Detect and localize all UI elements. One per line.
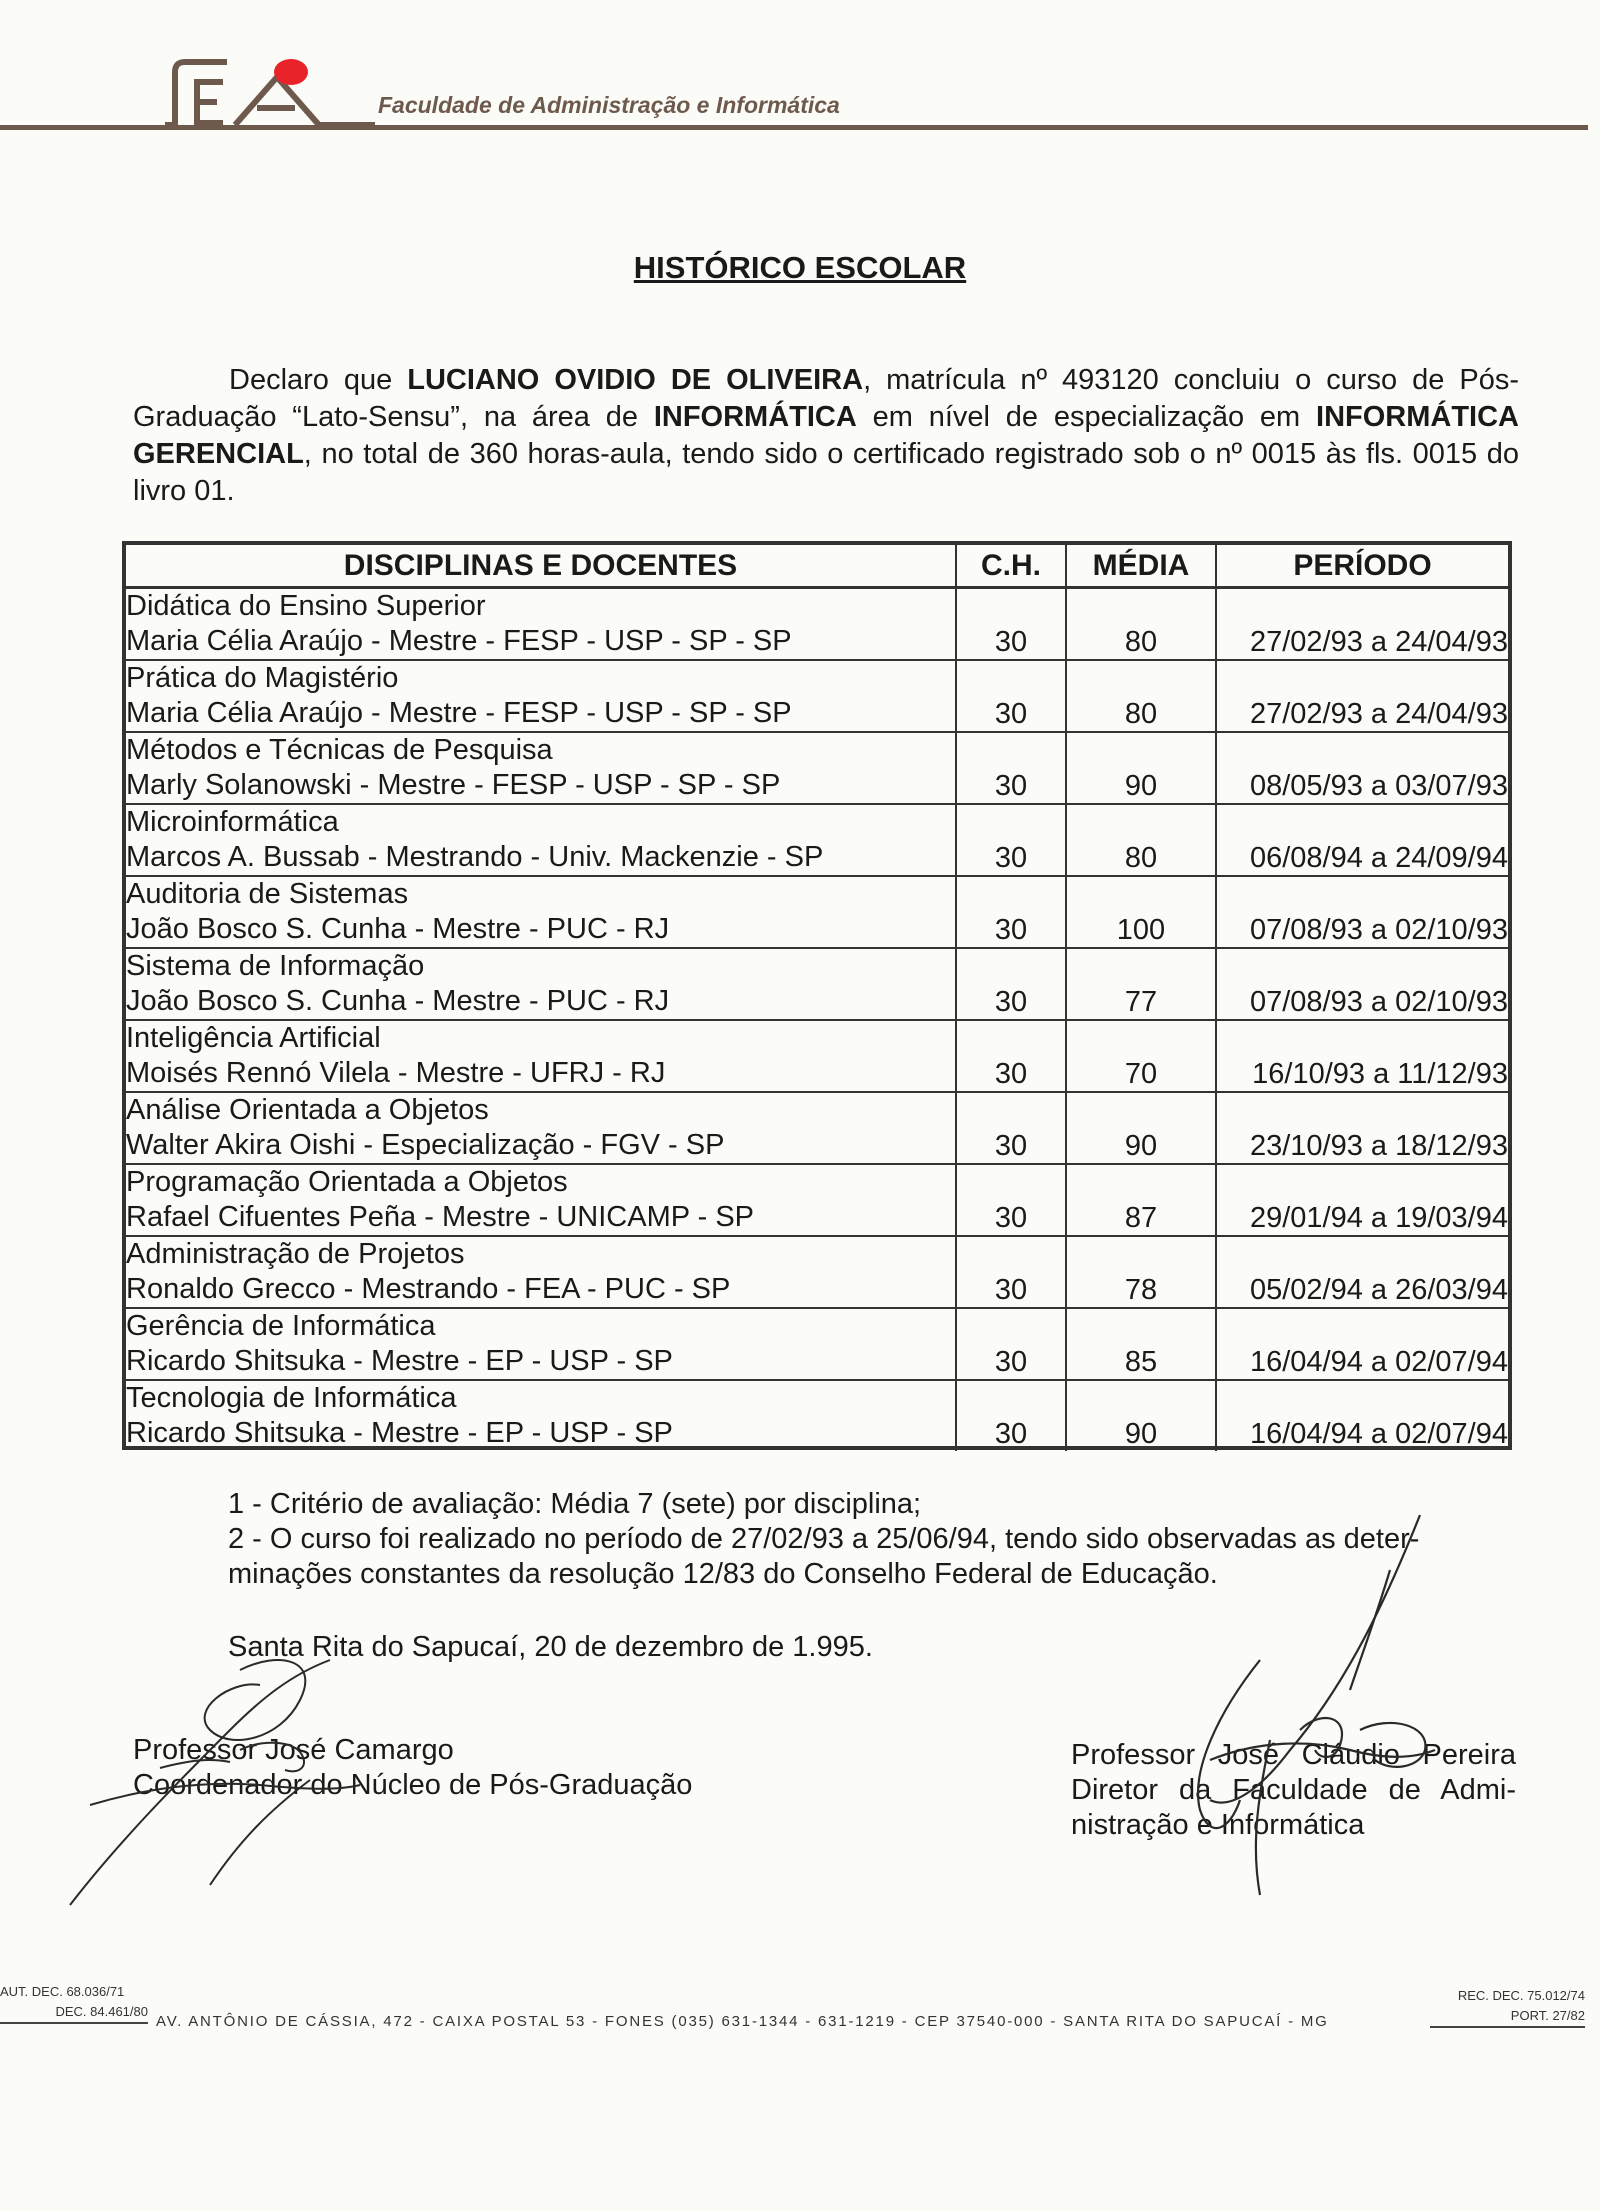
table-row bbox=[126, 1020, 1508, 1092]
media-cell: 80 bbox=[1066, 660, 1216, 732]
declaration-text: , no total de 360 horas-aula, tendo sido o certificado registrado sob o nº 0015 às fls. 0015 do livro 01. bbox=[133, 438, 1519, 507]
discipline-name: Microinformática bbox=[126, 806, 339, 838]
specialization: INFORMÁTICA GERENCIAL bbox=[133, 401, 1520, 470]
footer-recognition: REC. DEC. 75.012/74 bbox=[1457, 1988, 1585, 2003]
periodo-cell: 16/04/94 a 02/07/94 bbox=[1216, 1308, 1508, 1380]
ch-cell: 30 bbox=[956, 1380, 1066, 1451]
ch-cell: 30 bbox=[956, 1092, 1066, 1164]
ch-cell: 30 bbox=[956, 660, 1066, 732]
periodo-cell: 16/04/94 a 02/07/94 bbox=[1249, 1418, 1508, 1450]
director-role-line-2: nistração e Informática bbox=[1071, 1809, 1365, 1841]
discipline-cell bbox=[126, 1236, 956, 1308]
table-row bbox=[126, 804, 1508, 876]
student-name: LUCIANO OVIDIO DE OLIVEIRA bbox=[407, 364, 864, 396]
teacher-name: Moisés Rennó Vilela - Mestre - UFRJ - RJ bbox=[126, 1057, 666, 1089]
table-row bbox=[126, 1308, 1508, 1380]
ch-cell: 30 bbox=[956, 732, 1066, 804]
director-name: Professor José Cláudio Pereira bbox=[1071, 1739, 1516, 1771]
footer-right bbox=[1430, 1986, 1585, 2028]
ch-cell: 30 bbox=[956, 588, 1066, 661]
discipline-name: Gerência de Informática bbox=[126, 1310, 436, 1342]
grades-table bbox=[122, 541, 1512, 1450]
table-row bbox=[126, 1092, 1508, 1164]
header-ch: C.H. bbox=[956, 545, 1066, 588]
note-1: 1 - Critério de avaliação: Média 7 (sete) por disciplina; bbox=[228, 1488, 922, 1520]
discipline-name: Prática do Magistério bbox=[126, 662, 399, 694]
discipline-cell bbox=[126, 660, 956, 732]
media-cell: 90 bbox=[1066, 732, 1216, 804]
discipline-name: Didática do Ensino Superior bbox=[126, 590, 486, 622]
header-disciplines: DISCIPLINAS E DOCENTES bbox=[126, 545, 956, 588]
declaration-text: Declaro que bbox=[229, 364, 408, 396]
footer-portaria: PORT. 27/82 bbox=[1430, 2006, 1585, 2028]
discipline-name: Inteligência Artificial bbox=[126, 1022, 381, 1054]
periodo-cell: 27/02/93 a 24/04/93 bbox=[1216, 588, 1508, 661]
periodo-cell: 08/05/93 a 03/07/93 bbox=[1216, 732, 1508, 804]
discipline-cell bbox=[126, 1380, 956, 1451]
discipline-name: Programação Orientada a Objetos bbox=[126, 1166, 568, 1198]
media-cell: 70 bbox=[1066, 1020, 1216, 1092]
table-row bbox=[126, 1164, 1508, 1236]
teacher-name: Marly Solanowski - Mestre - FESP - USP - SP - SP bbox=[126, 769, 781, 801]
teacher-name: Ricardo Shitsuka - Mestre - EP - USP - SP bbox=[126, 1417, 673, 1449]
discipline-name: Auditoria de Sistemas bbox=[126, 878, 409, 910]
fai-logo bbox=[165, 52, 375, 132]
table-row bbox=[126, 1236, 1508, 1308]
media-cell: 78 bbox=[1066, 1236, 1216, 1308]
discipline-cell bbox=[126, 732, 956, 804]
handwritten-signature-right bbox=[1150, 1510, 1450, 1900]
table-row bbox=[126, 660, 1508, 732]
footer-address: AV. ANTÔNIO DE CÁSSIA, 472 - CAIXA POSTAL 53 - FONES (035) 631-1344 - 631-1219 - CEP 37540-000 - SANTA RITA DO SAPUCAÍ - MG bbox=[156, 2013, 1329, 2030]
declaration-text: em nível de especialização em bbox=[856, 401, 1317, 433]
footer-left bbox=[0, 1982, 148, 2024]
periodo-cell: 29/01/94 a 19/03/94 bbox=[1216, 1164, 1508, 1236]
table-header-row bbox=[126, 545, 1508, 588]
ch-cell: 30 bbox=[956, 948, 1066, 1020]
periodo-cell: 16/10/93 a 11/12/93 bbox=[1216, 1020, 1508, 1092]
discipline-name: Sistema de Informação bbox=[126, 950, 425, 982]
footer-decree-1: AUT. DEC. 68.036/71 bbox=[0, 1984, 125, 1999]
table-row bbox=[126, 588, 1508, 661]
teacher-name: Walter Akira Oishi - Especialização - FGV - SP bbox=[126, 1129, 725, 1161]
discipline-name: Análise Orientada a Objetos bbox=[126, 1094, 489, 1126]
table-row bbox=[126, 948, 1508, 1020]
coordinator-name: Professor José Camargo bbox=[133, 1734, 454, 1766]
discipline-cell bbox=[126, 1308, 956, 1380]
media-cell: 87 bbox=[1066, 1164, 1216, 1236]
ch-cell: 30 bbox=[956, 1308, 1066, 1380]
coordinator-role: Coordenador do Núcleo de Pós-Graduação bbox=[133, 1769, 693, 1801]
header-media: MÉDIA bbox=[1066, 545, 1216, 588]
declaration-paragraph bbox=[133, 362, 1519, 510]
teacher-name: Ronaldo Grecco - Mestrando - FEA - PUC - SP bbox=[126, 1273, 731, 1305]
teacher-name: João Bosco S. Cunha - Mestre - PUC - RJ bbox=[126, 913, 670, 945]
discipline-cell bbox=[126, 1092, 956, 1164]
media-cell: 77 bbox=[1066, 948, 1216, 1020]
periodo-cell: 27/02/93 a 24/04/93 bbox=[1216, 660, 1508, 732]
periodo-cell: 06/08/94 a 24/09/94 bbox=[1216, 804, 1508, 876]
periodo-cell: 23/10/93 a 18/12/93 bbox=[1216, 1092, 1508, 1164]
ch-cell: 30 bbox=[956, 1020, 1066, 1092]
ch-cell: 30 bbox=[956, 804, 1066, 876]
declaration-text: , matrícula nº 493120 concluiu o curso de Pós-Graduação “Lato-Sensu”, na área de bbox=[133, 364, 1519, 433]
footer-decree-2: DEC. 84.461/80 bbox=[0, 2002, 148, 2024]
place-date: Santa Rita do Sapucaí, 20 de dezembro de 1.995. bbox=[228, 1631, 873, 1663]
teacher-name: Rafael Cifuentes Peña - Mestre - UNICAMP - SP bbox=[126, 1201, 755, 1233]
header-periodo: PERÍODO bbox=[1216, 545, 1508, 588]
periodo-cell: 07/08/93 a 02/10/93 bbox=[1216, 876, 1508, 948]
teacher-name: Marcos A. Bussab - Mestrando - Univ. Mackenzie - SP bbox=[126, 841, 824, 873]
handwritten-signature-left bbox=[60, 1640, 380, 1910]
director-role-line-1: Diretor da Faculdade de Admi- bbox=[1071, 1774, 1516, 1806]
discipline-cell bbox=[126, 588, 956, 661]
discipline-name: Tecnologia de Informática bbox=[126, 1382, 457, 1414]
discipline-cell bbox=[126, 1020, 956, 1092]
teacher-name: Maria Célia Araújo - Mestre - FESP - USP - SP - SP bbox=[126, 697, 792, 729]
discipline-cell bbox=[126, 1164, 956, 1236]
media-cell: 80 bbox=[1066, 804, 1216, 876]
course-area: INFORMÁTICA bbox=[653, 401, 857, 433]
document-title: HISTÓRICO ESCOLAR bbox=[633, 250, 967, 285]
faculty-name: Faculdade de Administração e Informática bbox=[378, 92, 840, 118]
media-cell: 90 bbox=[1066, 1380, 1216, 1451]
note-2-line-2: minações constantes da resolução 12/83 do Conselho Federal de Educação. bbox=[228, 1558, 1218, 1590]
media-cell: 80 bbox=[1066, 588, 1216, 661]
discipline-cell bbox=[126, 948, 956, 1020]
discipline-cell bbox=[126, 876, 956, 948]
teacher-name: João Bosco S. Cunha - Mestre - PUC - RJ bbox=[126, 985, 670, 1017]
table-row bbox=[126, 732, 1508, 804]
teacher-name: Maria Célia Araújo - Mestre - FESP - USP - SP - SP bbox=[126, 625, 792, 657]
table-row bbox=[126, 1380, 1508, 1451]
ch-cell: 30 bbox=[956, 1164, 1066, 1236]
ch-cell: 30 bbox=[956, 1236, 1066, 1308]
discipline-name: Métodos e Técnicas de Pesquisa bbox=[126, 734, 553, 766]
periodo-cell: 05/02/94 a 26/03/94 bbox=[1216, 1236, 1508, 1308]
note-2-line-1: 2 - O curso foi realizado no período de 27/02/93 a 25/06/94, tendo sido observadas as deter- bbox=[228, 1523, 1420, 1555]
discipline-name: Administração de Projetos bbox=[126, 1238, 465, 1270]
media-cell: 100 bbox=[1066, 876, 1216, 948]
media-cell: 90 bbox=[1066, 1092, 1216, 1164]
table-row bbox=[126, 876, 1508, 948]
discipline-cell bbox=[126, 804, 956, 876]
periodo-cell: 07/08/93 a 02/10/93 bbox=[1216, 948, 1508, 1020]
media-cell: 85 bbox=[1066, 1308, 1216, 1380]
ch-cell: 30 bbox=[956, 876, 1066, 948]
teacher-name: Ricardo Shitsuka - Mestre - EP - USP - SP bbox=[126, 1345, 673, 1377]
